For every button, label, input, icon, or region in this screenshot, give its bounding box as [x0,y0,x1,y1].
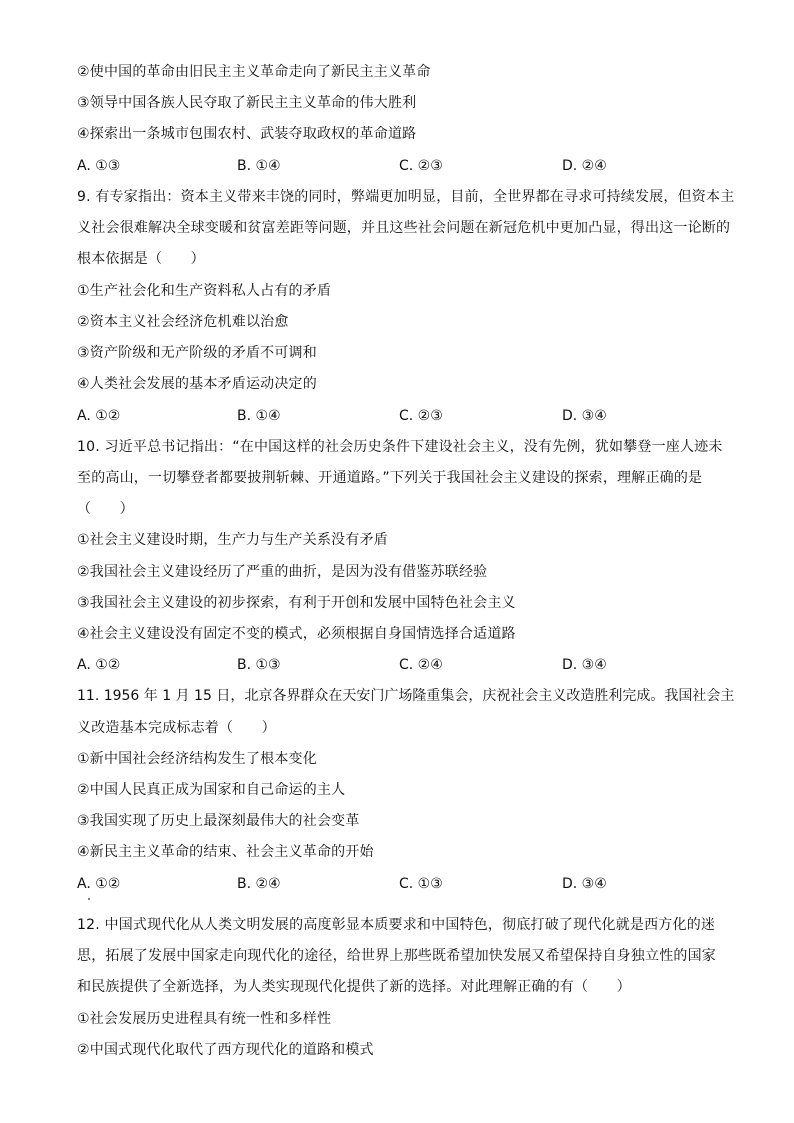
q11-item-1: ①新中国社会经济结构发生了根本变化 [77,751,317,767]
q11-option-d: D. ③④ [562,876,607,892]
q10-option-b: B. ①③ [237,657,281,673]
stray-dot [88,898,90,900]
q11-item-3: ③我国实现了历史上最深刻最伟大的社会变革 [77,813,360,829]
q8-option-b: B. ①④ [237,158,281,174]
q9-stem-line-1: 9. 有专家指出：资本主义带来丰饶的同时，弊端更加明显，目前，全世界都在寻求可持续发展，但资本主 [77,189,735,205]
q11-option-c: C. ①③ [399,876,443,892]
q10-stem-line-1: 10. 习近平总书记指出：“在中国这样的社会历史条件下建设社会主义，没有先例，犹如攀登一座人迹未 [77,439,723,455]
q8-item-3: ③领导中国各族人民夺取了新民主主义革命的伟大胜利 [77,95,417,111]
q9-stem-line-3: 根本依据是（ ） [77,251,205,267]
q12-item-1: ①社会发展历史进程具有统一性和多样性 [77,1011,332,1027]
q12-stem-line-1: 12. 中国式现代化从人类文明发展的高度彰显本质要求和中国特色，彻底打破了现代化就是西方化的迷 [77,917,716,933]
q11-option-b: B. ②④ [237,876,281,892]
q11-stem-line-1: 11. 1956 年 1 月 15 日，北京各界群众在天安门广场隆重集会，庆祝社会主义改造胜利完成。我国社会主 [77,688,735,704]
q9-option-b: B. ①④ [237,408,281,424]
q8-option-d: D. ②④ [562,158,607,174]
q12-item-2: ②中国式现代化取代了西方现代化的道路和模式 [77,1042,374,1058]
q9-stem-line-2: 义社会很难解决全球变暖和贫富差距等问题，并且这些社会问题在新冠危机中更加凸显，得出这一论断的 [77,220,731,236]
q11-item-2: ②中国人民真正成为国家和自己命运的主人 [77,782,346,798]
q10-stem-line-2: 至的高山，一切攀登者都要披荆斩棘、开通道路。”下列关于我国社会主义建设的探索，理解正确的是 [77,470,703,486]
q10-stem-line-3: （ ） [77,501,134,517]
q9-item-2: ②资本主义社会经济危机难以治愈 [77,314,289,330]
q10-option-d: D. ③④ [562,657,607,673]
q8-item-2: ②使中国的革命由旧民主主义革命走向了新民主主义革命 [77,64,431,80]
q10-item-2: ②我国社会主义建设经历了严重的曲折，是因为没有借鉴苏联经验 [77,564,488,580]
q9-option-a: A. ①② [77,408,121,424]
q10-item-4: ④社会主义建设没有固定不变的模式，必须根据自身国情选择合适道路 [77,626,516,642]
q8-option-a: A. ①③ [77,158,121,174]
q9-item-1: ①生产社会化和生产资料私人占有的矛盾 [77,283,332,299]
q12-stem-line-3: 和民族提供了全新选择，为人类实现现代化提供了新的选择。对此理解正确的有（ ） [77,979,631,995]
q8-item-4: ④探索出一条城市包围农村、武装夺取政权的革命道路 [77,126,417,142]
q8-option-c: C. ②③ [399,158,443,174]
q11-option-a: A. ①② [77,876,121,892]
q9-option-d: D. ③④ [562,408,607,424]
q10-item-1: ①社会主义建设时期，生产力与生产关系没有矛盾 [77,532,388,548]
q9-item-4: ④人类社会发展的基本矛盾运动决定的 [77,376,317,392]
q9-option-c: C. ②③ [399,408,443,424]
q11-item-4: ④新民主主义革命的结束、社会主义革命的开始 [77,844,374,860]
q10-option-c: C. ②④ [399,657,443,673]
q12-stem-line-2: 思，拓展了发展中国家走向现代化的途径，给世界上那些既希望加快发展又希望保持自身独立性的国家 [77,948,716,964]
q10-option-a: A. ①② [77,657,121,673]
q10-item-3: ③我国社会主义建设的初步探索，有利于开创和发展中国特色社会主义 [77,595,516,611]
q9-item-3: ③资产阶级和无产阶级的矛盾不可调和 [77,345,317,361]
q11-stem-line-2: 义改造基本完成标志着（ ） [77,720,276,736]
